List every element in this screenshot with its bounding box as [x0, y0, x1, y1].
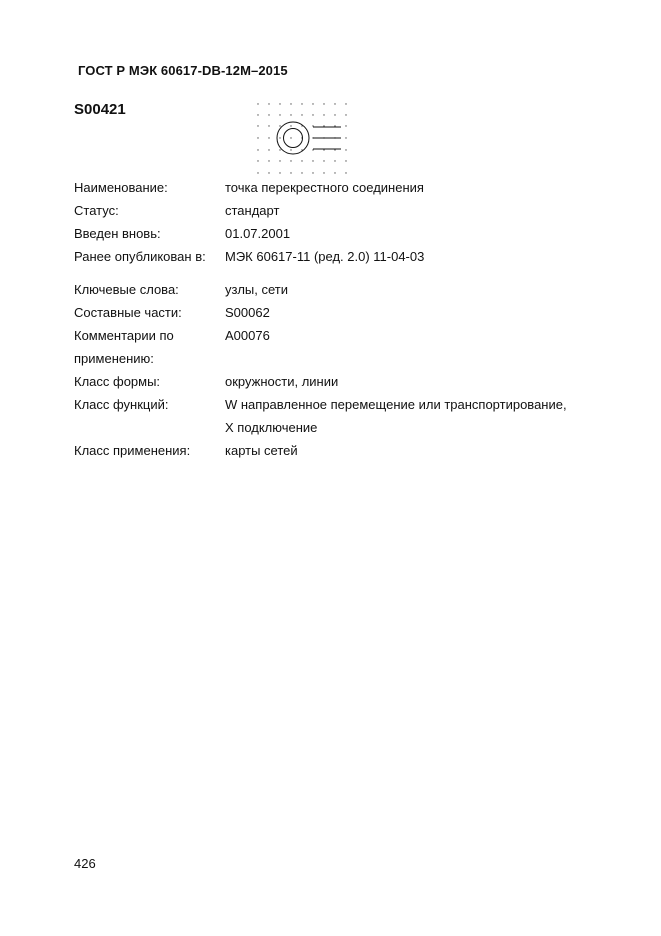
grid-dot — [257, 172, 258, 173]
field-label-comments-line2: применению: — [74, 351, 154, 366]
field-value-application-class: карты сетей — [225, 443, 298, 458]
grid-dot — [301, 172, 302, 173]
grid-dot — [323, 125, 324, 126]
grid-dot — [279, 149, 280, 150]
field-label-keywords: Ключевые слова: — [74, 282, 179, 297]
grid-dot — [323, 103, 324, 104]
field-row-comments-cont — [0, 348, 661, 370]
field-value-function-class: W направленное перемещение или транспортирование, — [225, 397, 567, 412]
grid-dot — [312, 114, 313, 115]
symbol-inner-circle — [284, 129, 303, 148]
grid-dot — [268, 160, 269, 161]
field-value-status: стандарт — [225, 203, 280, 218]
grid-dot — [257, 103, 258, 104]
grid-dot — [345, 125, 346, 126]
field-value-parts: S00062 — [225, 305, 270, 320]
grid-dot — [268, 125, 269, 126]
page-number: 426 — [74, 856, 96, 871]
field-row-status — [0, 200, 661, 222]
symbol-outer-circle — [277, 122, 309, 154]
grid-dot — [334, 125, 335, 126]
grid-dot — [279, 160, 280, 161]
field-value-keywords: узлы, сети — [225, 282, 288, 297]
grid-dot — [312, 149, 313, 150]
grid-dot — [323, 172, 324, 173]
grid-dot — [312, 172, 313, 173]
grid-dot — [290, 160, 291, 161]
grid-dot — [279, 125, 280, 126]
field-label-parts: Составные части: — [74, 305, 182, 320]
field-value-function-class-line2: X подключение — [225, 420, 318, 435]
field-value-shape-class: окружности, линии — [225, 374, 339, 389]
field-row-keywords — [0, 279, 661, 301]
grid-dot — [345, 149, 346, 150]
grid-dot — [323, 149, 324, 150]
grid-dot — [257, 160, 258, 161]
field-row-parts — [0, 302, 661, 324]
field-label-shape-class: Класс формы: — [74, 374, 161, 389]
grid-dot — [345, 103, 346, 104]
grid-dot — [345, 160, 346, 161]
grid-dot — [312, 103, 313, 104]
field-label-published: Ранее опубликован в: — [74, 249, 206, 264]
grid-dot — [268, 149, 269, 150]
field-value-published: МЭК 60617-11 (ред. 2.0) 11-04-03 — [225, 249, 425, 264]
grid-dot — [290, 172, 291, 173]
grid-dot — [301, 114, 302, 115]
grid-dot — [334, 103, 335, 104]
grid-dot — [268, 172, 269, 173]
grid-dot — [268, 114, 269, 115]
grid-dot — [257, 149, 258, 150]
grid-dot — [334, 114, 335, 115]
grid-dot — [290, 125, 291, 126]
grid-dot — [345, 172, 346, 173]
field-value-introduced: 01.07.2001 — [225, 226, 291, 241]
grid-dot — [268, 137, 269, 138]
field-label-name: Наименование: — [74, 180, 168, 195]
field-row-comments — [0, 325, 661, 347]
grid-dot — [323, 114, 324, 115]
grid-dot — [290, 114, 291, 115]
field-row-application-class — [0, 440, 661, 462]
grid-dot — [312, 160, 313, 161]
grid-dot — [345, 114, 346, 115]
symbol-code: S00421 — [74, 101, 126, 118]
field-value-name: точка перекрестного соединения — [225, 180, 424, 195]
field-label-introduced: Введен вновь: — [74, 226, 161, 241]
grid-dot — [279, 137, 280, 138]
grid-dot — [279, 103, 280, 104]
grid-dot — [290, 149, 291, 150]
grid-dot — [334, 160, 335, 161]
field-value-comments: A00076 — [225, 328, 270, 343]
grid-dot — [257, 137, 258, 138]
grid-dot — [290, 137, 291, 138]
field-row-shape-class — [0, 371, 661, 393]
field-row-introduced — [0, 223, 661, 245]
crossing-junction-point-symbol-icon — [250, 98, 360, 178]
field-label-function-class: Класс функций: — [74, 397, 169, 412]
grid-dot — [301, 103, 302, 104]
grid-dot — [279, 172, 280, 173]
grid-dot — [334, 172, 335, 173]
field-row-name — [0, 177, 661, 199]
grid-dot — [323, 160, 324, 161]
field-label-application-class: Класс применения: — [74, 443, 191, 458]
grid-dot — [279, 114, 280, 115]
grid-dot — [334, 149, 335, 150]
grid-dot — [345, 137, 346, 138]
grid-dot — [312, 125, 313, 126]
grid-dot — [257, 114, 258, 115]
field-label-status: Статус: — [74, 203, 119, 218]
grid-dot — [301, 160, 302, 161]
field-label-comments: Комментарии по — [74, 328, 174, 343]
grid-dot — [290, 103, 291, 104]
field-row-function-class-cont — [0, 417, 661, 439]
field-row-published — [0, 246, 661, 268]
grid-dot — [268, 103, 269, 104]
grid-dot — [257, 125, 258, 126]
field-row-function-class — [0, 394, 661, 416]
document-header: ГОСТ Р МЭК 60617-DB-12M–2015 — [78, 63, 288, 78]
